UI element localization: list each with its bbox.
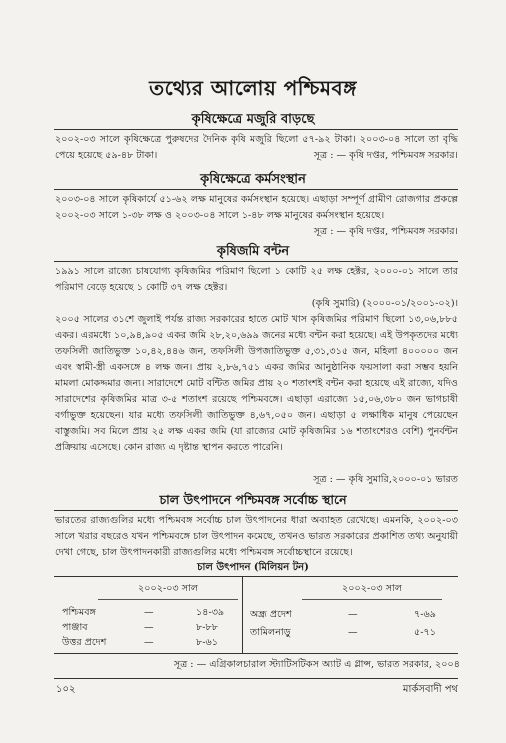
dash: —	[348, 609, 358, 620]
state-name: পাঞ্জাব	[62, 622, 88, 633]
state-name: অন্ধ্র প্রদেশ	[250, 609, 292, 620]
production-value: ১৪-৩৯	[196, 607, 225, 618]
table-row	[62, 635, 238, 650]
divider	[54, 129, 458, 130]
table-row	[62, 605, 238, 620]
divider	[54, 510, 458, 511]
divider	[54, 189, 458, 190]
section-source-employment: সূত্র : — কৃষি দপ্তর, পশ্চিমবঙ্গ সরকার।	[313, 226, 458, 237]
section-body-land: ১৯৯১ সালে রাজ্যে চাষযোগ্য কৃষিজমির পরিমাণ ছিলো ১ কোটি ২৫ লক্ষ হেক্টর, ২০০০-০১ সালে তার পরিমাণ বেড়ে হয়েছে ১ কোটি ৩৭ লক্ষ হেক্টর।	[55, 266, 458, 293]
table-row	[250, 625, 454, 640]
page-title: তথ্যের আলোয় পশ্চিমবঙ্গ	[149, 76, 357, 100]
dash: —	[144, 637, 154, 648]
production-value: ৮-৬১	[196, 637, 218, 648]
section-source-wages: সূত্র : — কৃষি দপ্তর, পশ্চিমবঙ্গ সরকার।	[313, 150, 458, 161]
section-heading-land: কৃষিজমি বন্টন	[216, 244, 290, 259]
production-value: ৫-৭১	[414, 627, 436, 638]
production-value: ৭-৬৯	[414, 609, 436, 620]
section-source-land-census: (কৃষি সুমারি) (২০০০-০১/২০০১-০২)।	[311, 298, 458, 309]
production-value: ৮-৮৮	[196, 622, 218, 633]
section-heading-wages: কৃষিক্ষেত্রে মজুরি বাড়ছে	[191, 112, 315, 127]
section-body-rice: ভারতের রাজ্যগুলির মধ্যে পশ্চিমবঙ্গ সর্বোচ্চ চাল উৎপাদনের ধারা অব্যাহত রেখেছে। এমনকি, ২০০২-০৩ সালে খরার বছরেও যখন পশ্চিমবঙ্গে চাল উৎপাদন কমেছে, তখনও ভারত সরকারের প্রকাশিত তথ্য অনুযায়ী দেখা গেছে, চাল উৎপাদনকারী রাজ্যগুলির মধ্যে পশ্চিমবঙ্গ সর্বোচ্চস্থানে রয়েছে।	[55, 515, 458, 558]
section-body-wages: ২০০২-০৩ সালে কৃষিক্ষেত্রে পুরুষদের দৈনিক কৃষি মজুরি ছিলো ৫৭-৯২ টাকা। ২০০৩-০৪ সালে তা বৃদ্ধি পেয়ে হয়েছে ৫৯-৪৮ টাকা।	[55, 134, 458, 161]
table-row	[250, 607, 454, 622]
rice-table-year-left: ২০০২-০৩ সাল	[98, 582, 238, 600]
section-heading-rice: চাল উৎপাদনে পশ্চিমবঙ্গ সর্বোচ্চ স্থানে	[159, 492, 347, 507]
rice-table-title: চাল উৎপাদন (মিলিয়ন টন)	[197, 562, 309, 573]
section-body-land-distribution: ২০০৫ সালের ৩১শে জুলাই পর্যন্ত রাজ্য সরকারের হাতে মোট খাস কৃষিজমির পরিমাণ ছিলো ১৩,০৬,৮৮৫ একর। এরমধ্যে ১০,৯৪,৯০৫ একর জমি ২৮,২০,৬৯৯ জনের মধ্যে বন্টন করা হয়েছে। এই উপকৃতদের মধ্যে তফসিলী জাতিভুক্ত ১০,৪২,৪৪৬ জন, তফসিলী উপজাতিভুক্ত ৫,৩১,৩১৫ জন, মহিলা ৪০০০০০ জন এবং স্বামী-স্ত্রী একসঙ্গে ৪ লক্ষ জন। প্রায় ২,৮৬,৭৫১ একর জমির আনুষ্ঠানিক ফয়সালা করা সম্ভব হয়নি মামলা মোকদ্দমার জন্য। সারাদেশে মোট বন্টিত জমির প্রায় ২০ শতাংশই বন্টন করা হয়েছে এই রাজ্যে, যদিও সারাদেশের কৃষিজমির মাত্র ৩-৫ শতাংশ রয়েছে পশ্চিমবঙ্গে। এছাড়া এরাজ্যে ১৫,০৬,৩৮০ জন ভাগচাষী বর্গাভুক্ত হয়েছেন। যার মধ্যে তফসিলী জাতিভুক্ত ৪,৬৭,০৫০ জন। এছাড়া ৫ লক্ষাধিক মানুষ পেয়েছেন বাস্তুজমি। সব মিলে প্রায় ২৫ লক্ষ একর জমি (যা রাজ্যের মোট কৃষিজমির ১৬ শতাংশেরও বেশি) পুনর্বন্টন প্রক্রিয়ায় এসেছে। কোন রাজ্য এ দৃষ্টান্ত স্থাপন করতে পারেনি।	[55, 314, 458, 453]
divider	[54, 261, 458, 262]
page-number: ১০২	[56, 684, 76, 695]
footer-divider	[54, 678, 458, 679]
rice-table-year-right: ২০০২-০৩ সাল	[302, 582, 442, 600]
state-name: পশ্চিমবঙ্গ	[62, 607, 96, 618]
table-row	[62, 620, 238, 635]
state-name: তামিলনাড়ু	[250, 627, 291, 638]
dash: —	[144, 607, 154, 618]
dash: —	[144, 622, 154, 633]
journal-name: মার্কসবাদী পথ	[402, 684, 458, 695]
state-name: উত্তর প্রদেশ	[62, 637, 107, 648]
dash: —	[348, 627, 358, 638]
rice-table-divider	[242, 577, 243, 653]
section-body-employment: ২০০৩-০৪ সালে কৃষিকার্যে ৫১-৬২ লক্ষ মানুষের কর্মসংস্থান হয়েছে। এছাড়া সম্পূর্ণ গ্রামীণ রোজগার প্রকল্পে ২০০২-০৩ সালে ১-৩৮ লক্ষ ও ২০০৩-০৪ সালে ১-৪৮ লক্ষ মানুষের কর্মসংস্থান হয়েছে।	[55, 194, 458, 221]
section-source-land: সূত্র : — কৃষি সুমারি,২০০০-০১ ভারত	[313, 474, 458, 485]
rice-table-source: সূত্র : — এগ্রিকালচারাল স্ট্যাটিসটিকস অ্যাট এ গ্লান্স, ভারত সরকার, ২০০৪	[173, 659, 460, 670]
section-heading-employment: কৃষিক্ষেত্রে কর্মসংস্থান	[200, 172, 306, 187]
rice-table	[54, 576, 458, 654]
